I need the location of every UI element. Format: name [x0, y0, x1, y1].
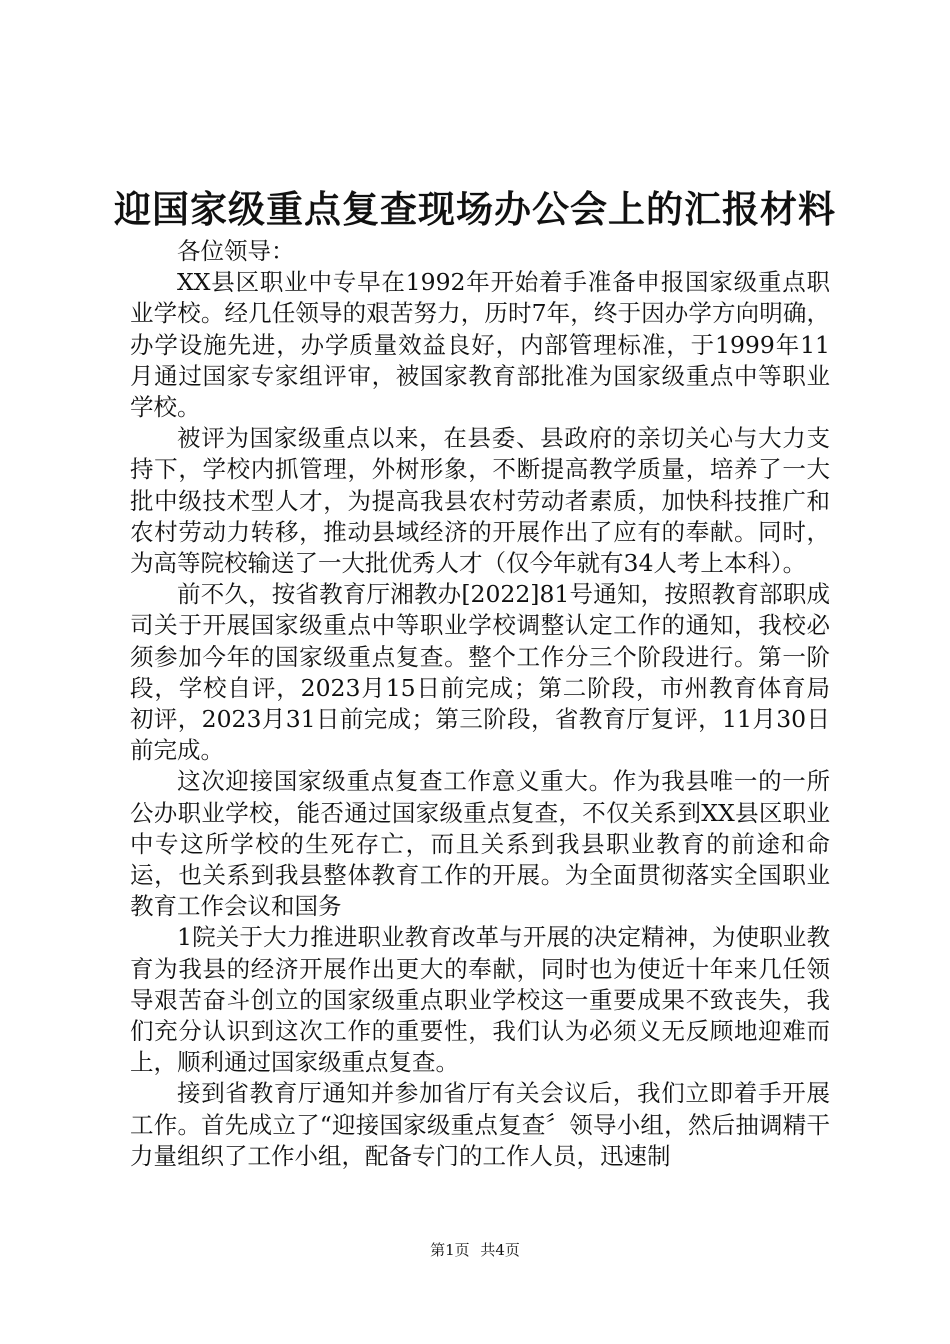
document-body — [130, 236, 830, 1172]
page-total: 共4页 — [480, 1241, 520, 1259]
salutation: 各位领导： — [177, 237, 295, 265]
paragraph: XX县区职业中专早在1992年开始着手准备申报国家级重点职业学校。经几任领导的艰苦努力，历时7年，终于因办学方向明确，办学设施先进，办学质量效益良好，内部管理标准，于1999年11月通过国家专家组评审，被国家教育部批准为国家级重点中等职业学校。 — [130, 268, 830, 422]
page-footer — [0, 1240, 950, 1260]
paragraph: 这次迎接国家级重点复查工作意义重大。作为我县唯一的一所公办职业学校，能否通过国家级重点复查，不仅关系到XX县区职业中专这所学校的生死存亡，而且关系到我县职业教育的前途和命运，也关系到我县整体教育工作的开展。为全面贯彻落实全国职业教育工作会议和国务 — [130, 767, 830, 921]
paragraph: 1院关于大力推进职业教育改革与开展的决定精神，为使职业教育为我县的经济开展作出更大的奉献，同时也为使近十年来几任领导艰苦奋斗创立的国家级重点职业学校这一重要成果不致丧失，我们充分认识到这次工作的重要性，我们认为必须义无反顾地迎难而上，顺利通过国家级重点复查。 — [130, 923, 830, 1077]
document-title: 迎国家级重点复查现场办公会上的汇报材料 — [114, 187, 836, 231]
paragraph: 接到省教育厅通知并参加省厅有关会议后，我们立即着手开展工作。首先成立了“迎接国家级重点复查〞领导小组，然后抽调精干力量组织了工作小组，配备专门的工作人员，迅速制 — [130, 1079, 830, 1170]
paragraph: 被评为国家级重点以来，在县委、县政府的亲切关心与大力支持下，学校内抓管理，外树形象，不断提高教学质量，培养了一大批中级技术型人才，为提高我县农村劳动者素质，加快科技推广和农村劳动力转移，推动县域经济的开展作出了应有的奉献。同时，为高等院校输送了一大批优秀人才（仅今年就有34人考上本科）。 — [130, 424, 830, 578]
page-number: 第1页 — [430, 1241, 470, 1259]
paragraph: 前不久，按省教育厅湘教办[2022]81号通知，按照教育部职成司关于开展国家级重点中等职业学校调整认定工作的通知，我校必须参加今年的国家级重点复查。整个工作分三个阶段进行。第一阶段，学校自评，2023月15日前完成；第二阶段，市州教育体育局初评，2023月31日前完成；第三阶段，省教育厅复评，11月30日前完成。 — [130, 580, 830, 765]
